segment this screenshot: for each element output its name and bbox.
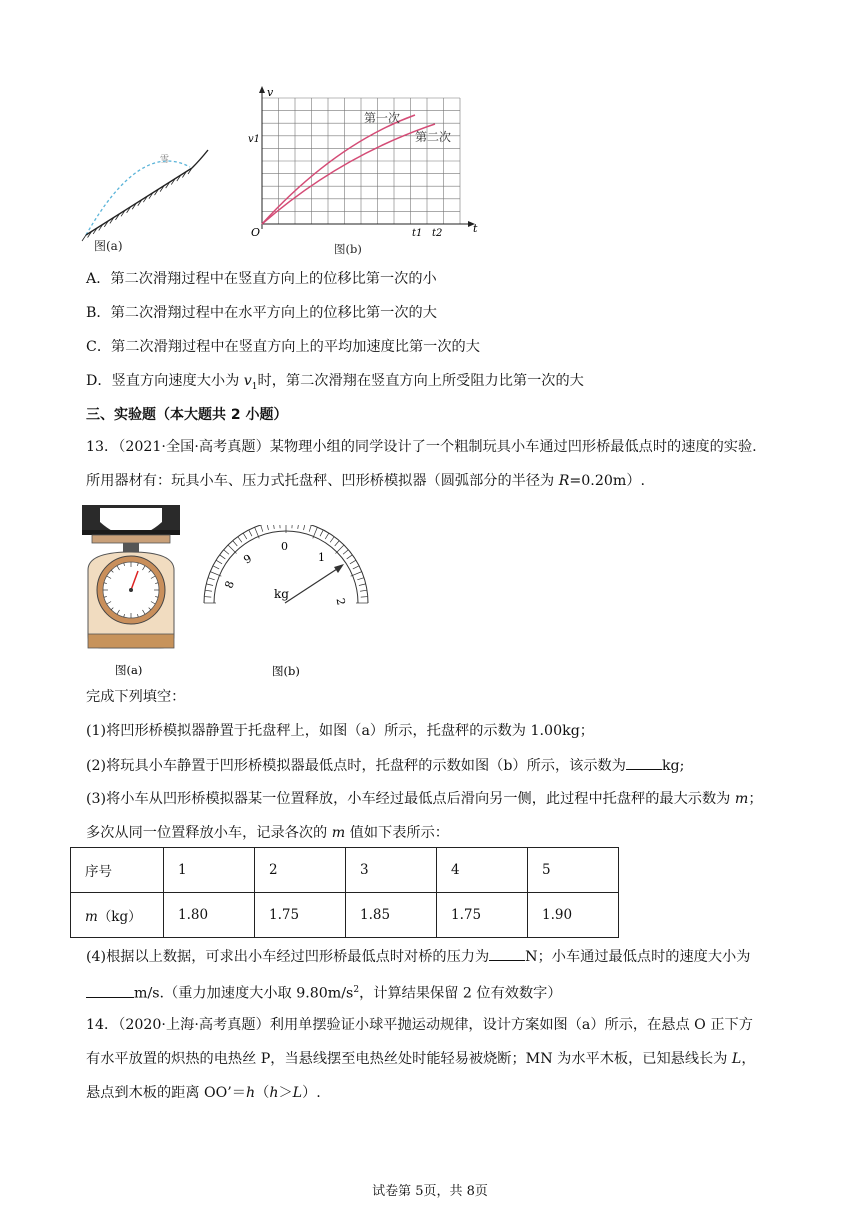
answer-blank-1[interactable] xyxy=(626,754,662,770)
table-cell: 1 xyxy=(164,848,255,893)
answer-blank-2[interactable] xyxy=(489,945,525,961)
figure-a-caption: 图(a) xyxy=(94,239,123,253)
q13-step3b: 多次从同一位置释放小车，记录各次的 m 值如下表所示： xyxy=(86,825,449,841)
table-cell: 1.75 xyxy=(255,893,346,938)
t2-label: t2 xyxy=(432,228,443,239)
dial-eight: 8 xyxy=(222,579,237,591)
mass-table xyxy=(70,847,619,938)
q14-line1: 14．（2020·上海·高考真题）利用单摆验证小球平抛运动规律，设计方案如图（a）所示，在悬点 O 正下方 xyxy=(86,1017,753,1033)
dial-one: 1 xyxy=(318,551,325,564)
q13-step2: (2)将玩具小车静置于凹形桥模拟器最低点时，托盘秤的示数如图（b）所示，该示数为 kg; xyxy=(86,754,684,777)
figure-b-caption: 图(b) xyxy=(334,242,362,256)
q13-line1: 13．（2021·全国·高考真题）某物理小组的同学设计了一个粗制玩具小车通过凹形桥最低点时的速度的实验. xyxy=(86,439,757,455)
skier-label: 雪 xyxy=(160,155,170,165)
table-cell: 1.75 xyxy=(437,893,528,938)
table-cell: 4 xyxy=(437,848,528,893)
table-cell: 1.80 xyxy=(164,893,255,938)
table-cell: 5 xyxy=(528,848,619,893)
dial-b-caption: 图(b) xyxy=(272,664,300,678)
q13-fill-intro: 完成下列填空： xyxy=(86,689,186,705)
dial-two: 2 xyxy=(333,597,348,607)
q13-step4: (4)根据以上数据，可求出小车经过凹形桥最低点时对桥的压力为 N；小车通过最低点时的速度大小为 xyxy=(86,945,750,968)
v-axis-label: v xyxy=(267,86,274,99)
option-a: A．第二次滑翔过程中在竖直方向上的位移比第一次的小 xyxy=(86,271,437,287)
dial-nine: 9 xyxy=(241,551,254,567)
dial-unit: kg xyxy=(274,587,289,601)
section-title: 三、实验题（本大题共 2 小题） xyxy=(86,407,288,423)
table-cell: 序号 xyxy=(71,848,164,893)
table-row xyxy=(71,893,619,938)
option-d: D．竖直方向速度大小为 $v_1$时，第二次滑翔在竖直方向上所受阻力比第一次的大 xyxy=(86,373,584,392)
q13-line2: 所用器材有：玩具小车、压力式托盘秤、凹形桥模拟器（圆弧部分的半径为 R=0.20m）. xyxy=(86,473,646,489)
curve-first-label: 第一次 xyxy=(364,111,401,125)
curve-second-label: 第二次 xyxy=(415,130,452,144)
origin-label: O xyxy=(251,226,261,239)
option-c: C．第二次滑翔过程中在竖直方向上的平均加速度比第一次的大 xyxy=(86,339,480,355)
table-row xyxy=(71,848,619,893)
ski-slope-figure xyxy=(80,140,220,255)
q13-step3: (3)将小车从凹形桥模拟器某一位置释放，小车经过最低点后滑向另一侧，此过程中托盘秤的最大示数为 m； xyxy=(86,791,763,807)
t1-label: t1 xyxy=(412,228,423,239)
page-footer: 试卷第 5页，共 8页 xyxy=(372,1184,488,1199)
table-cell: 2 xyxy=(255,848,346,893)
q13-step4b: m/s.（重力加速度大小取 $9.80m/s^2$，计算结果保留 2 位有效数字） xyxy=(86,979,562,1005)
dial-zero: 0 xyxy=(281,540,288,553)
table-cell: m（kg） xyxy=(71,893,164,938)
q14-line2: 有水平放置的炽热的电热丝 P，当悬线摆至电热丝处时能轻易被烧断；MN 为水平木板，已知悬线长为 L， xyxy=(86,1051,756,1067)
vt-graph xyxy=(245,84,485,256)
answer-blank-3[interactable] xyxy=(86,982,134,998)
option-b: B．第二次滑翔过程中在水平方向上的位移比第一次的大 xyxy=(86,305,437,321)
tray-scale-figure xyxy=(80,500,190,680)
v1-label: v1 xyxy=(248,134,261,145)
table-cell: 3 xyxy=(346,848,437,893)
q14-line3: 悬点到木板的距离 OO’＝h（h＞L）. xyxy=(86,1085,321,1101)
dial-figure xyxy=(200,525,370,685)
table-cell: 1.85 xyxy=(346,893,437,938)
scale-a-caption: 图(a) xyxy=(115,663,143,677)
q13-step1: (1)将凹形桥模拟器静置于托盘秤上，如图（a）所示，托盘秤的示数为 1.00kg； xyxy=(86,723,594,739)
table-cell: 1.90 xyxy=(528,893,619,938)
t-axis-label: t xyxy=(473,222,478,235)
